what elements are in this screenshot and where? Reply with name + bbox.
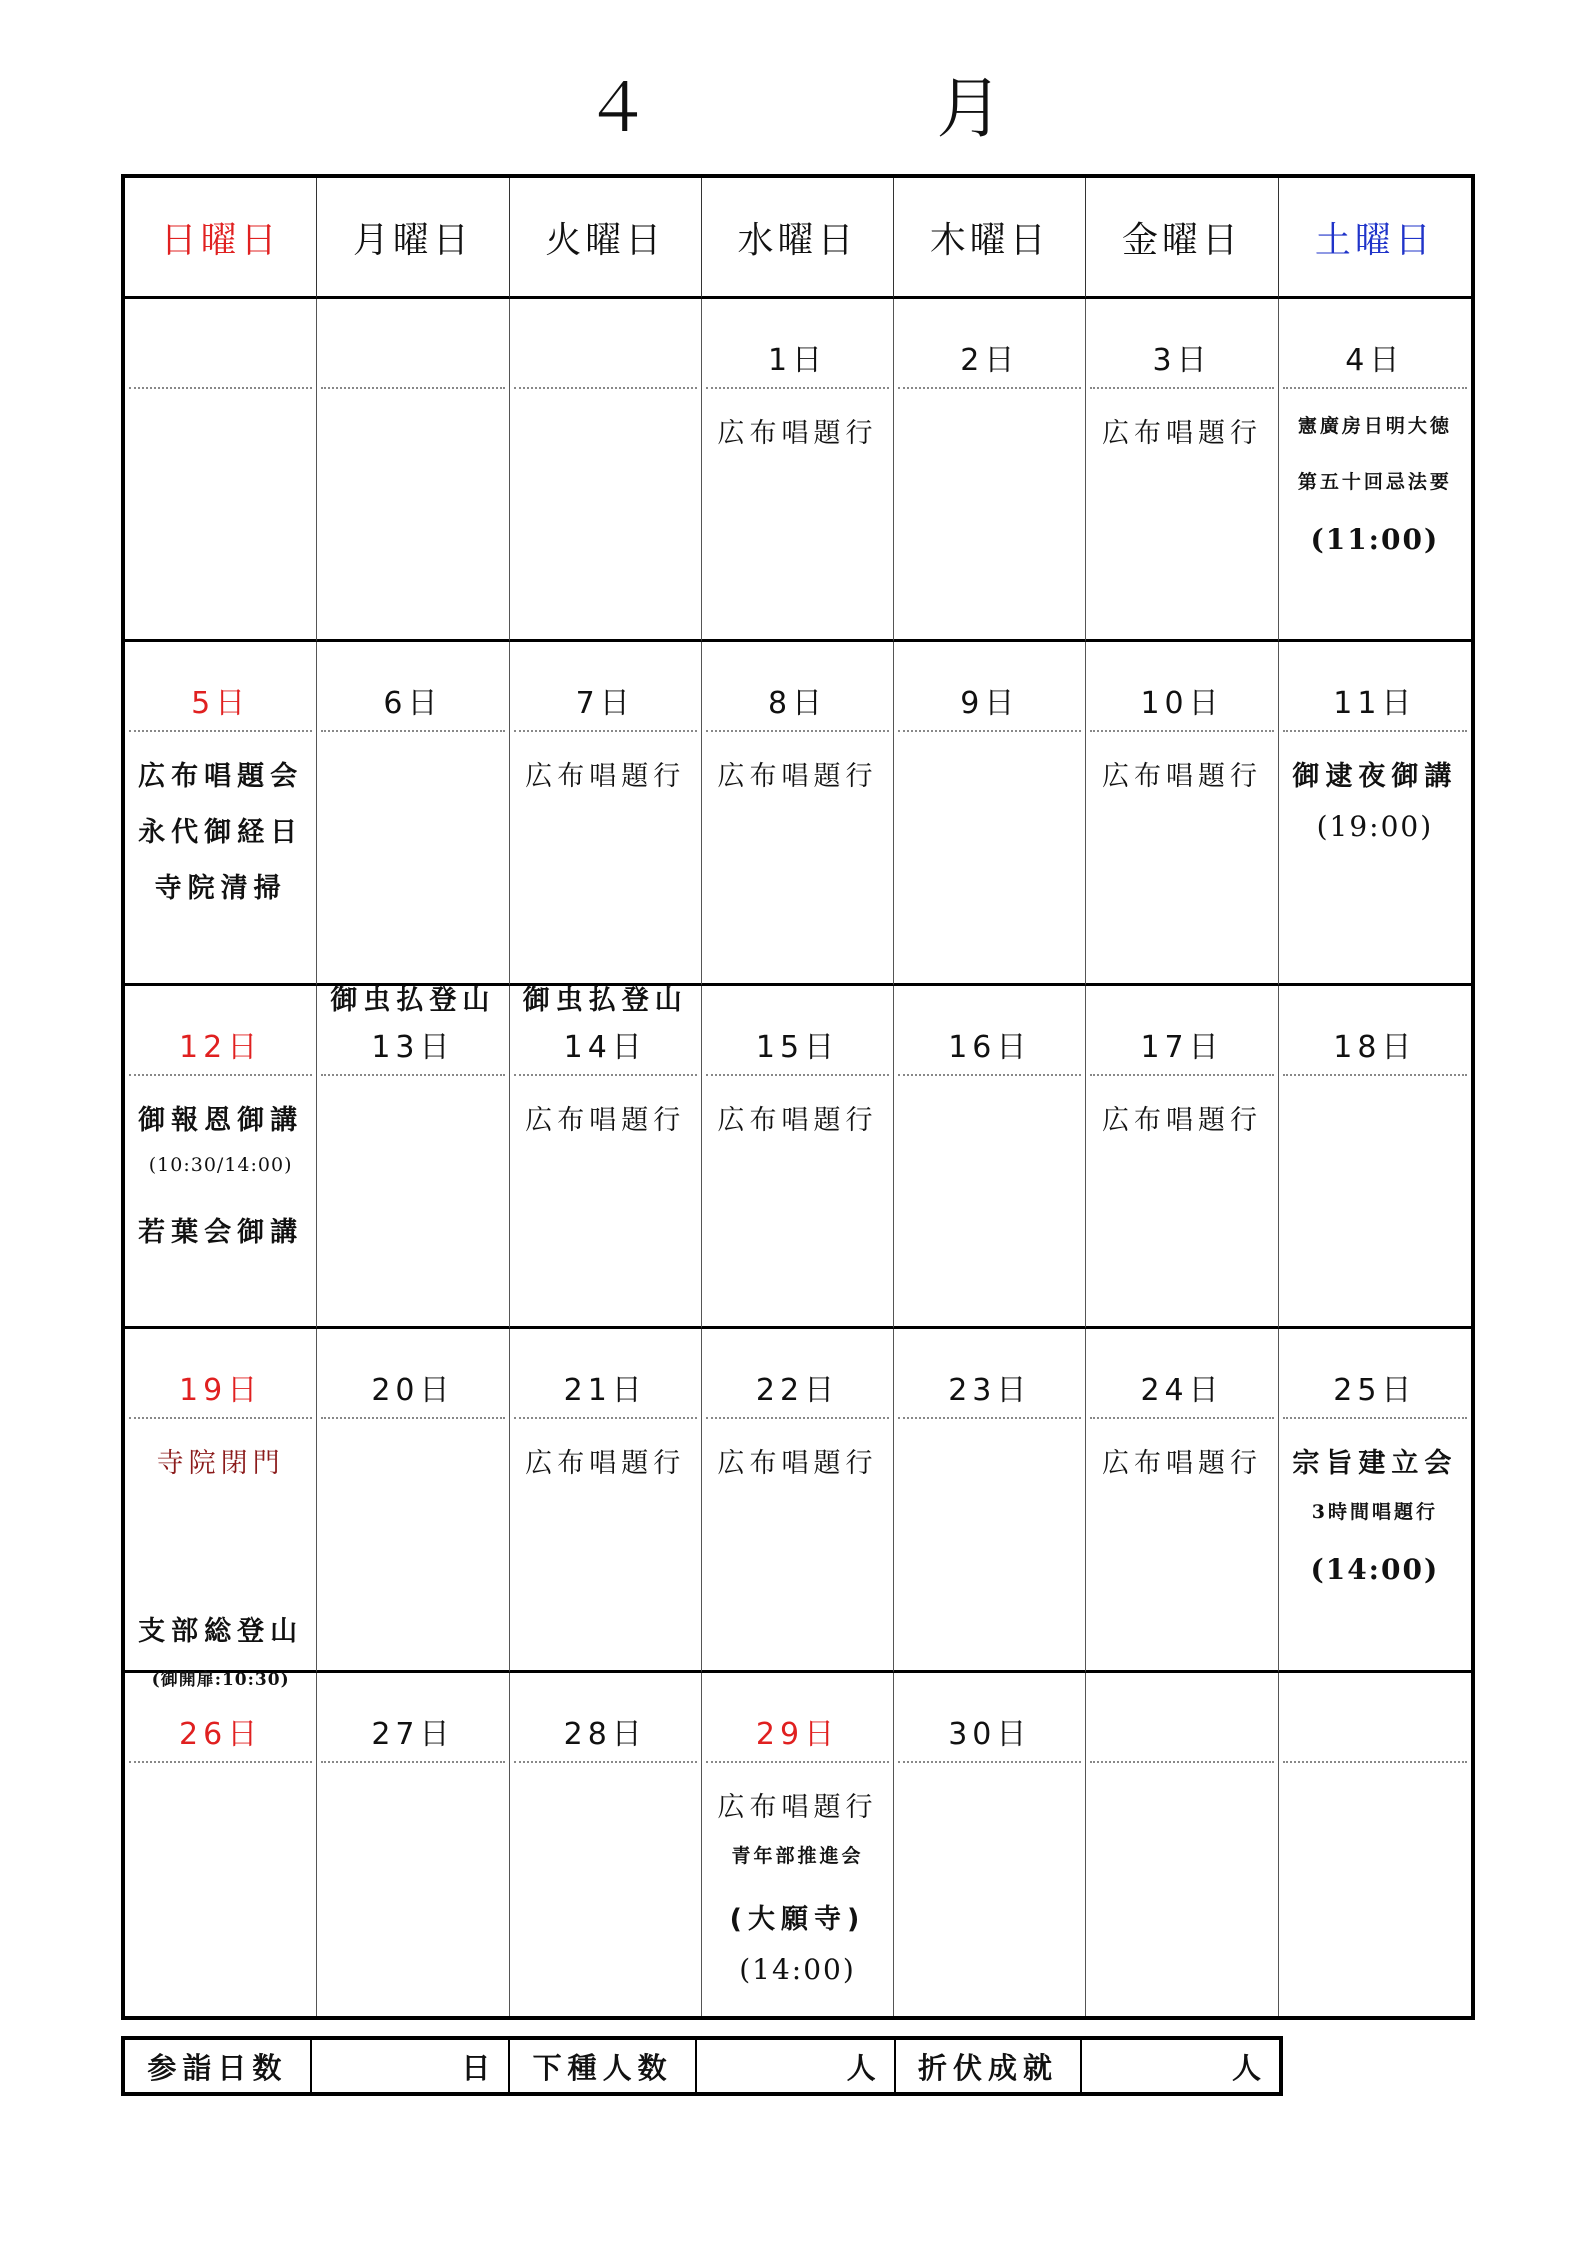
day-number: 21日 <box>563 1373 647 1409</box>
dotted-divider <box>514 1761 697 1763</box>
event-text: (10:30/14:00) <box>148 1153 293 1176</box>
dotted-divider <box>129 1761 312 1763</box>
day-number: 28日 <box>563 1716 647 1752</box>
day-cell <box>125 642 317 985</box>
event-text: 広布唱題行 <box>525 1104 686 1136</box>
event-text: 広布唱題行 <box>1102 761 1263 793</box>
event-text: (11:00) <box>1310 523 1440 556</box>
day-cell <box>894 986 1086 1329</box>
dotted-divider <box>514 1074 697 1076</box>
weekday-header: 土曜日 <box>1279 178 1471 299</box>
dotted-divider <box>706 1074 889 1076</box>
day-number: 10日 <box>1140 686 1224 722</box>
dotted-divider <box>706 1417 889 1419</box>
event-text: 広布唱題行 <box>717 1104 878 1136</box>
day-number: 13日 <box>371 1029 455 1065</box>
day-number: 8日 <box>767 686 828 722</box>
dotted-divider <box>706 730 889 732</box>
dotted-divider <box>514 1417 697 1419</box>
event-text: 広布唱題行 <box>717 761 878 793</box>
dotted-divider <box>514 730 697 732</box>
event-text: 御虫払登山 <box>330 985 496 1017</box>
day-cell <box>1086 986 1278 1329</box>
day-cell <box>317 986 509 1329</box>
day-number: 7日 <box>575 686 635 722</box>
dotted-divider <box>898 1417 1081 1419</box>
weekday-header: 金曜日 <box>1086 178 1278 299</box>
dotted-divider <box>514 387 697 389</box>
day-number: 25日 <box>1333 1373 1417 1409</box>
day-cell <box>702 1329 894 1672</box>
dotted-divider <box>898 730 1081 732</box>
tally-value-field[interactable]: 人 <box>1232 2050 1268 2085</box>
day-cell <box>125 1329 317 1691</box>
dotted-divider <box>129 1074 312 1076</box>
event-text: 広布唱題行 <box>717 1448 878 1480</box>
dotted-divider <box>1283 1417 1467 1419</box>
dotted-divider <box>898 387 1081 389</box>
event-text: 広布唱題行 <box>717 1791 878 1823</box>
event-text: 第五十回忌法要 <box>1297 471 1452 493</box>
day-number: 6日 <box>383 686 443 722</box>
day-cell <box>1279 299 1471 642</box>
day-number: 23日 <box>948 1373 1032 1409</box>
day-cell <box>125 986 317 1329</box>
weekday-header: 月曜日 <box>317 178 509 299</box>
event-text: 寺院閉門 <box>156 1448 285 1480</box>
day-number: 9日 <box>960 686 1020 722</box>
day-number: 14日 <box>563 1029 647 1065</box>
tally-row <box>121 2036 1283 2096</box>
event-text: (御開扉:10:30) <box>151 1670 290 1691</box>
day-cell <box>702 1673 894 2016</box>
dotted-divider <box>898 1761 1081 1763</box>
dotted-divider <box>1090 1417 1273 1419</box>
day-number: 12日 <box>179 1029 263 1065</box>
dotted-divider <box>1283 387 1467 389</box>
tally-value-field[interactable]: 日 <box>312 2040 511 2092</box>
day-cell <box>317 299 509 642</box>
day-cell <box>317 1329 509 1672</box>
event-text: 青年部推進会 <box>731 1844 864 1867</box>
tally-label: 折伏成就 <box>896 2040 1083 2092</box>
event-text: 支部総登山 <box>138 1616 304 1648</box>
event-text: 御逮夜御講 <box>1292 761 1458 793</box>
day-cell <box>125 299 317 642</box>
event-text: 広布唱題行 <box>1102 418 1263 449</box>
day-cell <box>1086 642 1278 985</box>
day-number: 18日 <box>1333 1029 1417 1065</box>
event-text: (19:00) <box>1316 810 1434 844</box>
dotted-divider <box>898 1074 1081 1076</box>
dotted-divider <box>1283 1761 1467 1763</box>
dotted-divider <box>1283 1074 1467 1076</box>
day-cell <box>510 986 702 1329</box>
day-cell <box>894 642 1086 985</box>
day-number: 22日 <box>755 1373 840 1409</box>
day-number: 29日 <box>755 1716 840 1752</box>
day-number: 4日 <box>1345 343 1405 378</box>
weekday-header: 木曜日 <box>894 178 1086 299</box>
dotted-divider <box>1283 730 1467 732</box>
event-text: 寺院清掃 <box>154 873 287 905</box>
day-number: 2日 <box>960 343 1020 378</box>
day-cell <box>317 642 509 1017</box>
tally-label: 参詣日数 <box>125 2040 312 2092</box>
event-text: 広布唱題行 <box>717 418 878 449</box>
day-number: 11日 <box>1333 686 1417 722</box>
event-text: 永代御経日 <box>138 817 304 849</box>
day-cell <box>1279 1329 1471 1672</box>
day-number: 19日 <box>179 1373 263 1409</box>
dotted-divider <box>1090 387 1273 389</box>
day-number: 3日 <box>1152 343 1212 378</box>
day-number: 24日 <box>1140 1373 1224 1409</box>
day-number: 5日 <box>191 686 251 722</box>
day-number: 17日 <box>1140 1029 1224 1065</box>
dotted-divider <box>706 387 889 389</box>
day-cell <box>894 299 1086 642</box>
calendar-grid <box>121 174 1475 2020</box>
dotted-divider <box>321 387 504 389</box>
day-cell <box>702 299 894 642</box>
day-number: 27日 <box>371 1716 455 1752</box>
dotted-divider <box>129 730 312 732</box>
dotted-divider <box>1090 1761 1273 1763</box>
tally-value-field[interactable]: 人 <box>697 2040 896 2092</box>
event-text: 若葉会御講 <box>138 1216 304 1248</box>
event-text: 憲廣房日明大徳 <box>1297 415 1452 437</box>
dotted-divider <box>129 1417 312 1419</box>
page-title: ４ 月 <box>584 70 1113 147</box>
day-cell <box>1086 299 1278 642</box>
day-cell <box>1279 1673 1471 2016</box>
day-cell <box>1279 642 1471 985</box>
event-text: 広布唱題行 <box>525 761 686 793</box>
event-text: 3時間唱題行 <box>1311 1501 1438 1524</box>
event-text: 御報恩御講 <box>138 1104 304 1136</box>
event-text: 宗旨建立会 <box>1292 1448 1458 1480</box>
day-cell <box>125 1673 317 2016</box>
dotted-divider <box>321 1417 504 1419</box>
event-text: 広布唱題行 <box>1102 1104 1263 1136</box>
day-cell <box>317 1673 509 2016</box>
dotted-divider <box>129 387 312 389</box>
day-number: 16日 <box>948 1029 1032 1065</box>
tally-label: 下種人数 <box>510 2040 697 2092</box>
day-cell <box>1086 1329 1278 1672</box>
event-text: (14:00) <box>739 1952 856 1986</box>
weekday-header: 水曜日 <box>702 178 894 299</box>
day-number: 20日 <box>371 1373 455 1409</box>
dotted-divider <box>1090 730 1273 732</box>
day-cell <box>894 1673 1086 2016</box>
day-number: 15日 <box>755 1029 840 1065</box>
day-cell <box>510 642 702 1017</box>
weekday-header: 日曜日 <box>125 178 317 299</box>
event-text: 広布唱題会 <box>138 761 304 793</box>
event-text: (14:00) <box>1310 1553 1440 1587</box>
day-number: 1日 <box>767 343 828 378</box>
day-number: 30日 <box>948 1716 1032 1752</box>
day-cell <box>702 642 894 985</box>
dotted-divider <box>706 1761 889 1763</box>
event-text: 広布唱題行 <box>1102 1448 1263 1480</box>
dotted-divider <box>321 1761 504 1763</box>
day-cell <box>1086 1673 1278 2016</box>
dotted-divider <box>1090 1074 1273 1076</box>
event-text: (大願寺) <box>729 1903 866 1935</box>
day-cell <box>702 986 894 1329</box>
event-text: 御虫払登山 <box>522 985 688 1017</box>
dotted-divider <box>321 730 504 732</box>
day-cell <box>1279 986 1471 1329</box>
dotted-divider <box>321 1074 504 1076</box>
day-cell <box>510 299 702 642</box>
day-cell <box>894 1329 1086 1672</box>
day-cell <box>510 1329 702 1672</box>
weekday-header: 火曜日 <box>510 178 702 299</box>
day-cell <box>510 1673 702 2016</box>
event-text: 広布唱題行 <box>525 1448 686 1480</box>
day-number: 26日 <box>179 1716 263 1752</box>
